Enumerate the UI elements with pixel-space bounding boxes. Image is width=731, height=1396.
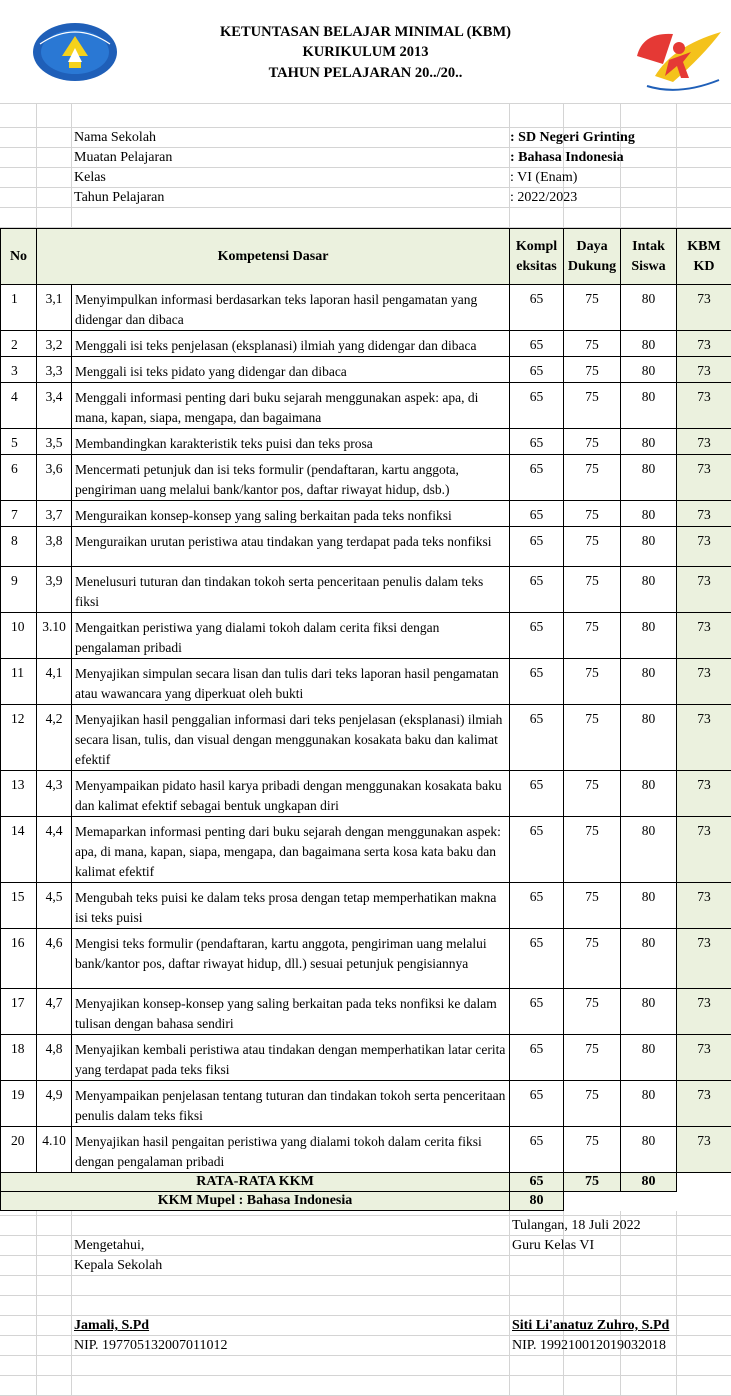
kompleksitas-value: 65 (510, 285, 564, 331)
kompleksitas-value: 65 (510, 883, 564, 929)
table-row (1, 455, 731, 501)
header-daya-dukung (564, 229, 621, 285)
kd-description: Menguraikan urutan peristiwa atau tindakan yang terdapat pada teks nonfiksi (72, 527, 510, 567)
teacher-role: Guru Kelas VI (512, 1238, 595, 1253)
average-row (1, 1173, 731, 1192)
average-daya-dukung: 75 (564, 1173, 621, 1192)
intake-value: 80 (621, 613, 677, 659)
daya-dukung-value: 75 (564, 705, 621, 771)
intake-value: 80 (621, 1035, 677, 1081)
intake-value: 80 (621, 429, 677, 455)
header-intake-line1: Intak (632, 238, 665, 254)
kompleksitas-value: 65 (510, 705, 564, 771)
intake-value: 80 (621, 567, 677, 613)
row-number: 13 (1, 771, 37, 817)
row-number: 2 (1, 331, 37, 357)
class-label: Kelas (74, 170, 106, 185)
kd-description: Mengaitkan peristiwa yang dialami tokoh dalam cerita fiksi dengan pengalaman pribadi (72, 613, 510, 659)
school-value: : SD Negeri Grinting (510, 130, 635, 145)
row-number: 12 (1, 705, 37, 771)
kd-description: Menyajikan simpulan secara lisan dan tulis dari teks laporan hasil pengamatan atau wawancara yang diperkuat oleh bukti (72, 659, 510, 705)
table-row (1, 659, 731, 705)
kompleksitas-value: 65 (510, 659, 564, 705)
kd-code: 3.10 (37, 613, 72, 659)
kd-code: 3,4 (37, 383, 72, 429)
kompleksitas-value: 65 (510, 989, 564, 1035)
intake-value: 80 (621, 331, 677, 357)
title-line-1: KETUNTASAN BELAJAR MINIMAL (KBM) (220, 24, 511, 40)
table-row (1, 1035, 731, 1081)
row-number: 11 (1, 659, 37, 705)
kbm-kd-value: 73 (677, 331, 731, 357)
table-row (1, 567, 731, 613)
daya-dukung-value: 75 (564, 817, 621, 883)
title-line-3: TAHUN PELAJARAN 20../20.. (268, 65, 463, 81)
kd-description: Menggali isi teks penjelasan (eksplanasi) ilmiah yang didengar dan dibaca (72, 331, 510, 357)
kd-description: Memaparkan informasi penting dari buku sejarah dengan menggunakan aspek: apa, di mana, kapan, siapa, mengapa, dan bagaimana serta kosa kata baku dan kalimat efektif (72, 817, 510, 883)
row-number: 18 (1, 1035, 37, 1081)
intake-value: 80 (621, 771, 677, 817)
kd-description: Menyajikan hasil penggalian informasi dari teks penjelasan (eksplanasi) ilmiah secara lisan, tulis, dan visual dengan menggunakan kosakata baku dan kalimat efektif (72, 705, 510, 771)
kd-code: 3,2 (37, 331, 72, 357)
kd-code: 3,5 (37, 429, 72, 455)
kd-code: 4,8 (37, 1035, 72, 1081)
header-kbm-kd (677, 229, 731, 285)
kbm-kd-value: 73 (677, 1081, 731, 1127)
kompleksitas-value: 65 (510, 455, 564, 501)
intake-value: 80 (621, 285, 677, 331)
header-kompleksitas-line1: Kompl (515, 238, 558, 254)
average-empty-cell (677, 1173, 731, 1192)
kd-code: 4,2 (37, 705, 72, 771)
row-number: 7 (1, 501, 37, 527)
row-number: 9 (1, 567, 37, 613)
mupel-label: KKM Mupel : Bahasa Indonesia (1, 1192, 510, 1211)
kompleksitas-value: 65 (510, 771, 564, 817)
kompleksitas-value: 65 (510, 929, 564, 989)
kd-description: Mengisi teks formulir (pendaftaran, kartu anggota, pengiriman uang melalui bank/kantor pos, daftar riwayat hidup, dll.) sesuai petunjuk pengisiannya (72, 929, 510, 989)
header-daya-line1: Daya (576, 238, 608, 254)
kompleksitas-value: 65 (510, 613, 564, 659)
header-kbm-line2: KD (693, 258, 715, 274)
title-line-2: KURIKULUM 2013 (302, 44, 429, 60)
intake-value: 80 (621, 883, 677, 929)
intake-value: 80 (621, 383, 677, 429)
kd-description: Menguraikan konsep-konsep yang saling berkaitan pada teks nonfiksi (72, 501, 510, 527)
year-label: Tahun Pelajaran (74, 190, 165, 205)
table-row (1, 883, 731, 929)
kd-description: Menggali isi teks pidato yang didengar dan dibaca (72, 357, 510, 383)
daya-dukung-value: 75 (564, 771, 621, 817)
daya-dukung-value: 75 (564, 613, 621, 659)
daya-dukung-value: 75 (564, 1127, 621, 1173)
kd-code: 4,1 (37, 659, 72, 705)
kd-code: 4,7 (37, 989, 72, 1035)
kompleksitas-value: 65 (510, 1035, 564, 1081)
daya-dukung-value: 75 (564, 1081, 621, 1127)
daya-dukung-value: 75 (564, 989, 621, 1035)
row-number: 17 (1, 989, 37, 1035)
teacher-nip: NIP. 199210012019032018 (512, 1338, 667, 1353)
daya-dukung-value: 75 (564, 527, 621, 567)
row-number: 1 (1, 285, 37, 331)
acknowledged-label: Mengetahui, (74, 1238, 145, 1253)
daya-dukung-value: 75 (564, 331, 621, 357)
table-row (1, 771, 731, 817)
intake-value: 80 (621, 527, 677, 567)
kd-code: 3,3 (37, 357, 72, 383)
table-row (1, 501, 731, 527)
intake-value: 80 (621, 659, 677, 705)
mupel-row (1, 1192, 731, 1211)
kbm-kd-value: 73 (677, 1035, 731, 1081)
daya-dukung-value: 75 (564, 1035, 621, 1081)
row-number: 14 (1, 817, 37, 883)
kd-description: Menggali informasi penting dari buku sejarah menggunakan aspek: apa, di mana, kapan, siapa, mengapa, dan bagaimana (72, 383, 510, 429)
kd-code: 4.10 (37, 1127, 72, 1173)
table-header-row (1, 229, 731, 285)
table-row (1, 357, 731, 383)
kbm-kd-value: 73 (677, 659, 731, 705)
principal-role: Kepala Sekolah (74, 1258, 163, 1273)
kbm-kd-value: 73 (677, 929, 731, 989)
intake-value: 80 (621, 357, 677, 383)
place-date: Tulangan, 18 Juli 2022 (512, 1218, 641, 1233)
header-intake-siswa (621, 229, 677, 285)
intake-value: 80 (621, 1127, 677, 1173)
daya-dukung-value: 75 (564, 929, 621, 989)
kompleksitas-value: 65 (510, 501, 564, 527)
row-number: 19 (1, 1081, 37, 1127)
principal-nip: NIP. 197705132007011012 (74, 1338, 228, 1353)
kompleksitas-value: 65 (510, 567, 564, 613)
kompleksitas-value: 65 (510, 383, 564, 429)
kbm-kd-value: 73 (677, 285, 731, 331)
kbm-kd-value: 73 (677, 527, 731, 567)
daya-dukung-value: 75 (564, 357, 621, 383)
row-number: 8 (1, 527, 37, 567)
table-row (1, 989, 731, 1035)
table-row (1, 613, 731, 659)
class-value: : VI (Enam) (510, 170, 578, 185)
mupel-value: 80 (510, 1192, 564, 1211)
kbm-kd-value: 73 (677, 383, 731, 429)
intake-value: 80 (621, 817, 677, 883)
kbm-kd-value: 73 (677, 1127, 731, 1173)
kbm-table (0, 228, 731, 1211)
kd-description: Menyajikan konsep-konsep yang saling berkaitan pada teks nonfiksi ke dalam tulisan dengan bahasa sendiri (72, 989, 510, 1035)
kd-description: Menyajikan kembali peristiwa atau tindakan dengan memperhatikan latar cerita yang terdapat pada teks fiksi (72, 1035, 510, 1081)
kompleksitas-value: 65 (510, 527, 564, 567)
row-number: 4 (1, 383, 37, 429)
kbm-kd-value: 73 (677, 455, 731, 501)
kd-description: Mengubah teks puisi ke dalam teks prosa dengan tetap memperhatikan makna isi teks puisi (72, 883, 510, 929)
kbm-kd-value: 73 (677, 429, 731, 455)
kd-description: Menyampaikan pidato hasil karya pribadi dengan menggunakan kosakata baku dan kalimat efektif sebagai bentuk ungkapan diri (72, 771, 510, 817)
header-intake-line2: Siswa (631, 258, 666, 274)
kd-code: 3,1 (37, 285, 72, 331)
kbm-kd-value: 73 (677, 567, 731, 613)
mupel-empty-cell (564, 1192, 731, 1211)
daya-dukung-value: 75 (564, 383, 621, 429)
kompleksitas-value: 65 (510, 1081, 564, 1127)
row-number: 6 (1, 455, 37, 501)
header-kompetensi-dasar: Kompetensi Dasar (37, 229, 510, 285)
kd-description: Membandingkan karakteristik teks puisi dan teks prosa (72, 429, 510, 455)
table-row (1, 429, 731, 455)
kd-description: Menyajikan hasil pengaitan peristiwa yang dialami tokoh dalam cerita fiksi dengan pengalaman pribadi (72, 1127, 510, 1173)
school-label: Nama Sekolah (74, 130, 157, 145)
table-row (1, 383, 731, 429)
row-number: 3 (1, 357, 37, 383)
kompleksitas-value: 65 (510, 817, 564, 883)
principal-name: Jamali, S.Pd (74, 1318, 150, 1333)
kd-code: 3,6 (37, 455, 72, 501)
row-number: 15 (1, 883, 37, 929)
kbm-kd-value: 73 (677, 357, 731, 383)
kbm-kd-value: 73 (677, 989, 731, 1035)
daya-dukung-value: 75 (564, 567, 621, 613)
intake-value: 80 (621, 929, 677, 989)
document-header (0, 0, 731, 104)
teacher-name: Siti Li'anatuz Zuhro, S.Pd (512, 1318, 670, 1333)
kd-description: Menelusuri tuturan dan tindakan tokoh serta penceritaan penulis dalam teks fiksi (72, 567, 510, 613)
intake-value: 80 (621, 1081, 677, 1127)
table-row (1, 285, 731, 331)
kompleksitas-value: 65 (510, 331, 564, 357)
header-no: No (1, 229, 37, 285)
daya-dukung-value: 75 (564, 285, 621, 331)
year-value: : 2022/2023 (510, 190, 578, 205)
daya-dukung-value: 75 (564, 429, 621, 455)
kompleksitas-value: 65 (510, 357, 564, 383)
kd-description: Mencermati petunjuk dan isi teks formulir (pendaftaran, kartu anggota, pengiriman uang melalui bank/kantor pos, daftar riwayat hidup, dsb.) (72, 455, 510, 501)
kbm-kd-value: 73 (677, 613, 731, 659)
table-row (1, 705, 731, 771)
subject-label: Muatan Pelajaran (74, 150, 173, 165)
table-row (1, 331, 731, 357)
kd-code: 4,3 (37, 771, 72, 817)
intake-value: 80 (621, 705, 677, 771)
kd-description: Menyimpulkan informasi berdasarkan teks laporan hasil pengamatan yang didengar dan dibaca (72, 285, 510, 331)
table-row (1, 929, 731, 989)
row-number: 10 (1, 613, 37, 659)
header-kbm-line1: KBM (687, 238, 721, 254)
kurikulum-2013-logo (633, 26, 723, 98)
kompleksitas-value: 65 (510, 1127, 564, 1173)
kbm-kd-value: 73 (677, 501, 731, 527)
kd-code: 4,9 (37, 1081, 72, 1127)
kbm-kd-value: 73 (677, 883, 731, 929)
table-row (1, 527, 731, 567)
daya-dukung-value: 75 (564, 659, 621, 705)
table-row (1, 817, 731, 883)
row-number: 20 (1, 1127, 37, 1173)
kompleksitas-value: 65 (510, 429, 564, 455)
kd-description: Menyampaikan penjelasan tentang tuturan dan tindakan tokoh serta penceritaan penulis dalam teks fiksi (72, 1081, 510, 1127)
row-number: 5 (1, 429, 37, 455)
table-row (1, 1081, 731, 1127)
daya-dukung-value: 75 (564, 455, 621, 501)
header-daya-line2: Dukung (567, 258, 617, 274)
kd-code: 4,5 (37, 883, 72, 929)
kd-code: 4,6 (37, 929, 72, 989)
average-intake: 80 (621, 1173, 677, 1192)
kd-code: 3,8 (37, 527, 72, 567)
intake-value: 80 (621, 989, 677, 1035)
subject-value: : Bahasa Indonesia (510, 150, 624, 165)
table-row (1, 1127, 731, 1173)
kd-code: 3,9 (37, 567, 72, 613)
average-label: RATA-RATA KKM (1, 1173, 510, 1192)
daya-dukung-value: 75 (564, 883, 621, 929)
kd-code: 4,4 (37, 817, 72, 883)
intake-value: 80 (621, 455, 677, 501)
intake-value: 80 (621, 501, 677, 527)
kd-code: 3,7 (37, 501, 72, 527)
average-kompleksitas: 65 (510, 1173, 564, 1192)
header-kompleksitas-line2: eksitas (516, 258, 557, 274)
kbm-kd-value: 73 (677, 771, 731, 817)
kbm-kd-value: 73 (677, 705, 731, 771)
header-kompleksitas (510, 229, 564, 285)
daya-dukung-value: 75 (564, 501, 621, 527)
kbm-kd-value: 73 (677, 817, 731, 883)
row-number: 16 (1, 929, 37, 989)
